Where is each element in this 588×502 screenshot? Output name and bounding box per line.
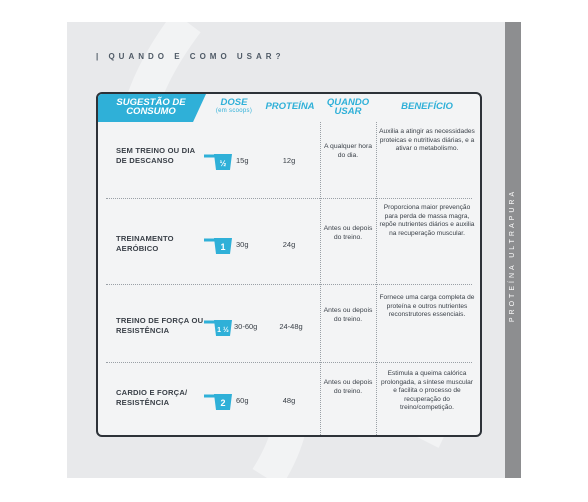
header-dose-unit: (em scoops) [215, 108, 253, 114]
scoop-count: 2 [220, 398, 226, 408]
when-text: Antes ou depois do treino. [323, 307, 373, 323]
section-heading: | QUANDO E COMO USAR? [96, 52, 285, 61]
benefit-text: Fornece uma carga completa de proteína e outros nutrientes reconstrutores essenciais. [379, 294, 475, 319]
scoop-icon [204, 316, 234, 338]
scoop-icon [204, 150, 234, 172]
scoop-icon [204, 390, 234, 412]
dose-value: 30-60g [234, 322, 258, 331]
row-divider [106, 284, 472, 285]
protein-value: 24-48g [279, 322, 303, 331]
benefit-text: Proporciona maior prevenção para perda de massa magra, repõe nutrientes diários e auxilia na recuperação muscular. [379, 204, 475, 237]
row-label: SEM TREINO OU DIA DE DESCANSO [116, 146, 196, 165]
usage-table [96, 92, 482, 437]
header-dose [206, 98, 262, 116]
scoop-count: 1 [220, 242, 226, 252]
when-text: Antes ou depois do treino. [323, 225, 373, 241]
dose-value: 60g [236, 396, 249, 405]
when-text: A qualquer hora do dia. [324, 143, 372, 159]
benefit-text: Estimula a queima calórica prolongada, a síntese muscular e facilita o processo de recuperação do treino/competição. [380, 370, 473, 412]
row-label: TREINAMENTO AERÓBICO [116, 234, 174, 253]
protein-value: 12g [282, 156, 296, 165]
row-label: TREINO DE FORÇA OU RESISTÊNCIA [116, 316, 204, 335]
column-divider [376, 122, 377, 435]
header-suggestion: SUGESTÃO DE CONSUMO [116, 97, 186, 117]
header-dose-label: DOSE [220, 97, 248, 108]
row-label: CARDIO E FORÇA/ RESISTÊNCIA [116, 388, 188, 407]
scoop-count: 1 ½ [217, 327, 229, 334]
header-when: QUANDO USAR [326, 97, 370, 117]
row-divider [106, 362, 472, 363]
dose-value: 15g [236, 156, 249, 165]
header-protein: PROTEÍNA [265, 101, 315, 112]
scoop-icon [204, 234, 234, 256]
side-text: PROTEÍNA ULTRAPURA [509, 188, 517, 322]
protein-value: 24g [282, 240, 296, 249]
dose-value: 30g [236, 240, 249, 249]
when-text: Antes ou depois do treino. [323, 379, 373, 395]
protein-value: 48g [282, 396, 296, 405]
row-divider [106, 198, 472, 199]
header-benefit: BENEFÍCIO [401, 101, 453, 112]
scoop-count: ½ [219, 159, 227, 168]
benefit-text: Auxilia a atingir as necessidades proteicas e nutritivas diárias, e a ativar o metabolismo. [379, 128, 475, 153]
table-header [98, 94, 480, 122]
